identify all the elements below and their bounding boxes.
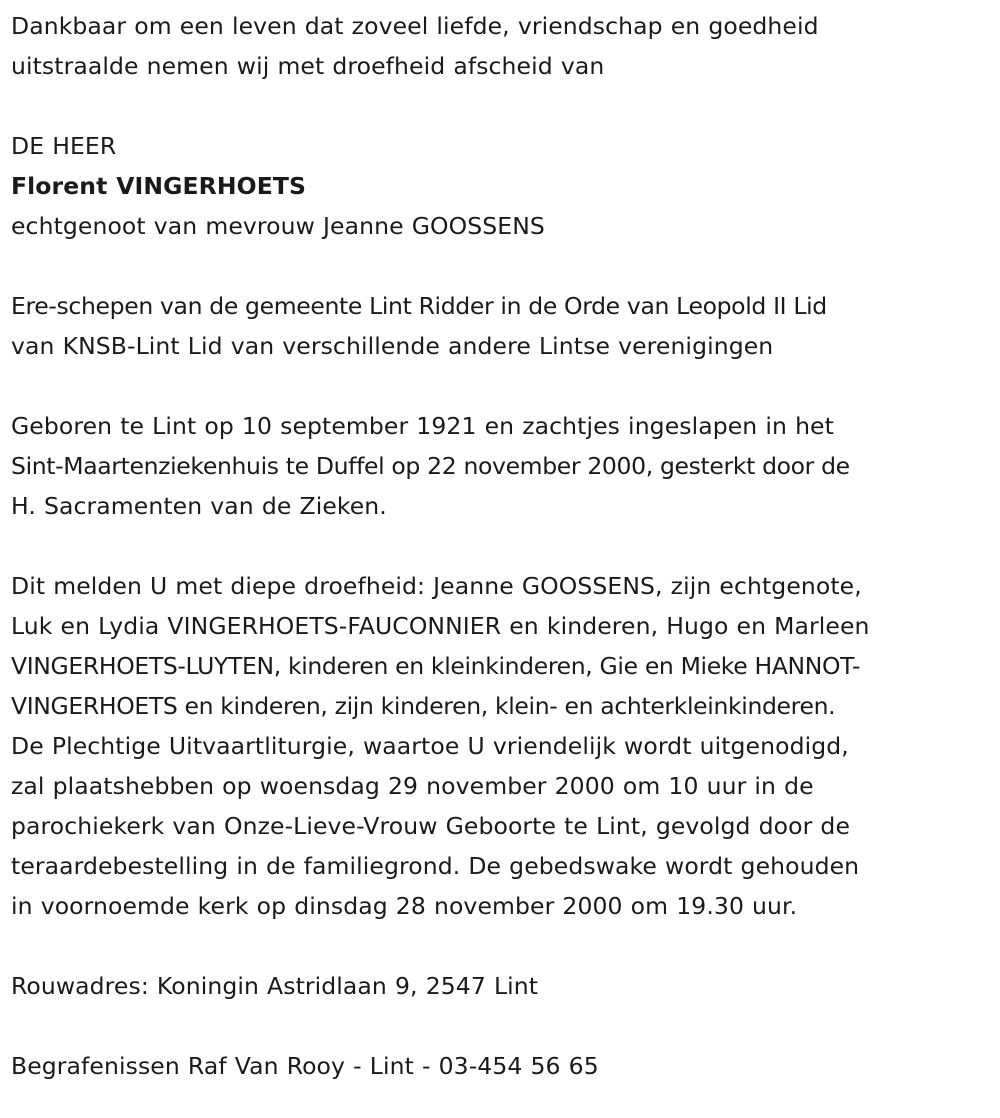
deceased-name: Florent VINGERHOETS [11, 172, 307, 200]
intro-line: uitstraalde nemen wij met droefheid afscheid van [11, 52, 605, 80]
mourning-address: Rouwadres: Koningin Astridlaan 9, 2547 Lint [11, 972, 539, 1000]
birth-death-paragraph [11, 406, 997, 526]
announcement-line: De Plechtige Uitvaartliturgie, waartoe U vriendelijk wordt uitgenodigd, [11, 732, 849, 760]
honors-paragraph [11, 286, 997, 366]
deceased-block [11, 126, 997, 246]
paragraph-spacer [11, 366, 997, 406]
announcement-line: Dit melden U met diepe droefheid: Jeanne GOOSSENS, zijn echtgenote, [11, 572, 862, 600]
honors-line: Ere-schepen van de gemeente Lint Ridder in de Orde van Leopold II Lid [11, 292, 827, 320]
intro-paragraph [11, 6, 997, 86]
paragraph-spacer [11, 926, 997, 966]
paragraph-spacer [11, 246, 997, 286]
paragraph-spacer [11, 526, 997, 566]
intro-line: Dankbaar om een leven dat zoveel liefde, vriendschap en goedheid [11, 12, 819, 40]
announcement-line: VINGERHOETS-LUYTEN, kinderen en kleinkinderen, Gie en Mieke HANNOT- [11, 652, 861, 680]
paragraph-spacer [11, 1006, 997, 1046]
paragraph-spacer [11, 86, 997, 126]
announcement-line: VINGERHOETS en kinderen, zijn kinderen, klein- en achterkleinkinderen. [11, 692, 836, 720]
deceased-title: DE HEER [11, 132, 117, 160]
announcement-line: teraardebestelling in de familiegrond. De gebedswake wordt gehouden [11, 852, 860, 880]
deceased-spouse: echtgenoot van mevrouw Jeanne GOOSSENS [11, 212, 545, 240]
birth-death-line: Sint-Maartenziekenhuis te Duffel op 22 november 2000, gesterkt door de [11, 452, 850, 480]
announcement-line: parochiekerk van Onze-Lieve-Vrouw Geboorte te Lint, gevolgd door de [11, 812, 851, 840]
funeral-home-contact: Begrafenissen Raf Van Rooy - Lint - 03-454 56 65 [11, 1052, 599, 1080]
birth-death-line: Geboren te Lint op 10 september 1921 en zachtjes ingeslapen in het [11, 412, 834, 440]
obituary-notice [11, 6, 997, 1086]
announcement-line: zal plaatshebben op woensdag 29 november 2000 om 10 uur in de [11, 772, 814, 800]
announcement-paragraph [11, 566, 997, 926]
announcement-line: in voornoemde kerk op dinsdag 28 november 2000 om 19.30 uur. [11, 892, 798, 920]
honors-line: van KNSB-Lint Lid van verschillende andere Lintse verenigingen [11, 332, 774, 360]
announcement-line: Luk en Lydia VINGERHOETS-FAUCONNIER en kinderen, Hugo en Marleen [11, 612, 870, 640]
birth-death-line: H. Sacramenten van de Zieken. [11, 492, 387, 520]
